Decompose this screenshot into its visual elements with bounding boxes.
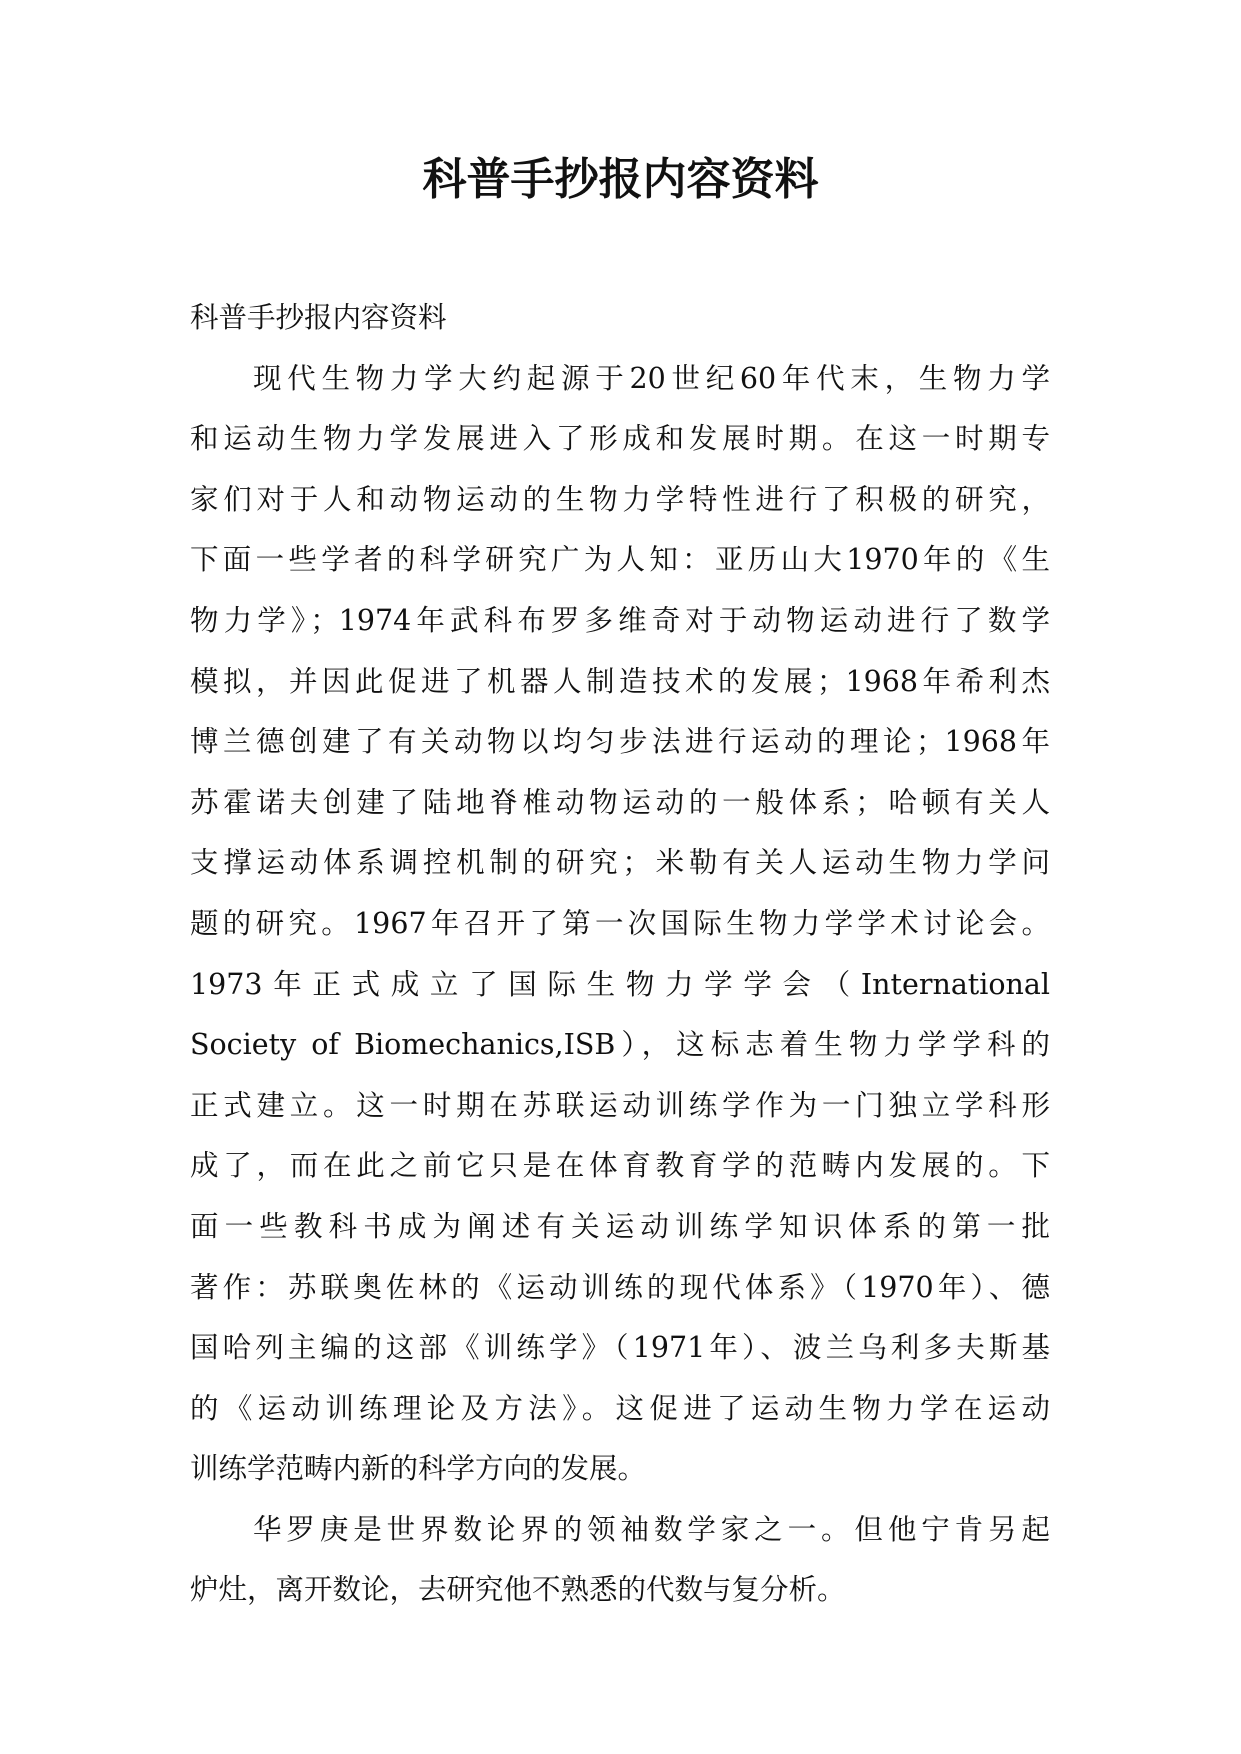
paragraph-line: 国哈列主编的这部《训练学》（1971年）、波兰乌利多夫斯基: [190, 1331, 1050, 1365]
document-title: 科普手抄报内容资料: [422, 154, 819, 205]
paragraph-line: 炉灶，离开数论，去研究他不熟悉的代数与复分析。: [190, 1573, 846, 1607]
paragraph-line: 题的研究。1967年召开了第一次国际生物力学学术讨论会。: [190, 906, 1050, 940]
paragraph-line: Society of Biomechanics,ISB），这标志着生物力学学科的: [190, 1028, 1050, 1062]
paragraph-1: [190, 349, 1050, 1500]
paragraph-line: 训练学范畴内新的科学方向的发展。: [190, 1452, 647, 1486]
paragraph-line: 正式建立。这一时期在苏联运动训练学作为一门独立学科形: [190, 1088, 1050, 1122]
paragraph-line: 的《运动训练理论及方法》。这促进了运动生物力学在运动: [190, 1391, 1050, 1425]
paragraph-line: 下面一些学者的科学研究广为人知：亚历山大1970年的《生: [190, 543, 1050, 577]
paragraph-line: 面一些教科书成为阐述有关运动训练学知识体系的第一批: [190, 1209, 1050, 1243]
paragraph-line: 家们对于人和动物运动的生物力学特性进行了积极的研究，: [190, 482, 1050, 516]
paragraph-line: 和运动生物力学发展进入了形成和发展时期。在这一时期专: [190, 422, 1050, 456]
document-body: [190, 288, 1050, 1621]
paragraph-line: 支撑运动体系调控机制的研究；米勒有关人运动生物力学问: [190, 846, 1050, 880]
paragraph-line: 1973年正式成立了国际生物力学学会（International: [190, 967, 1050, 1001]
paragraph-line: 现代生物力学大约起源于20世纪60年代末，生物力学: [253, 361, 1050, 395]
paragraph-line: 成了，而在此之前它只是在体育教育学的范畴内发展的。下: [190, 1149, 1050, 1183]
paragraph-line: 模拟，并因此促进了机器人制造技术的发展；1968年希利杰: [190, 664, 1050, 698]
paragraph-line: 博兰德创建了有关动物以均匀步法进行运动的理论；1968年: [190, 725, 1050, 759]
paragraph-line: 物力学》；1974年武科布罗多维奇对于动物运动进行了数学: [190, 603, 1050, 637]
paragraph-2: [190, 1500, 1050, 1621]
document-subtitle: 科普手抄报内容资料: [190, 301, 447, 334]
paragraph-line: 苏霍诺夫创建了陆地脊椎动物运动的一般体系；哈顿有关人: [190, 785, 1050, 819]
paragraph-line: 华罗庚是世界数论界的领袖数学家之一。但他宁肯另起: [253, 1512, 1050, 1546]
paragraph-line: 著作：苏联奥佐林的《运动训练的现代体系》（1970年）、德: [190, 1270, 1050, 1304]
